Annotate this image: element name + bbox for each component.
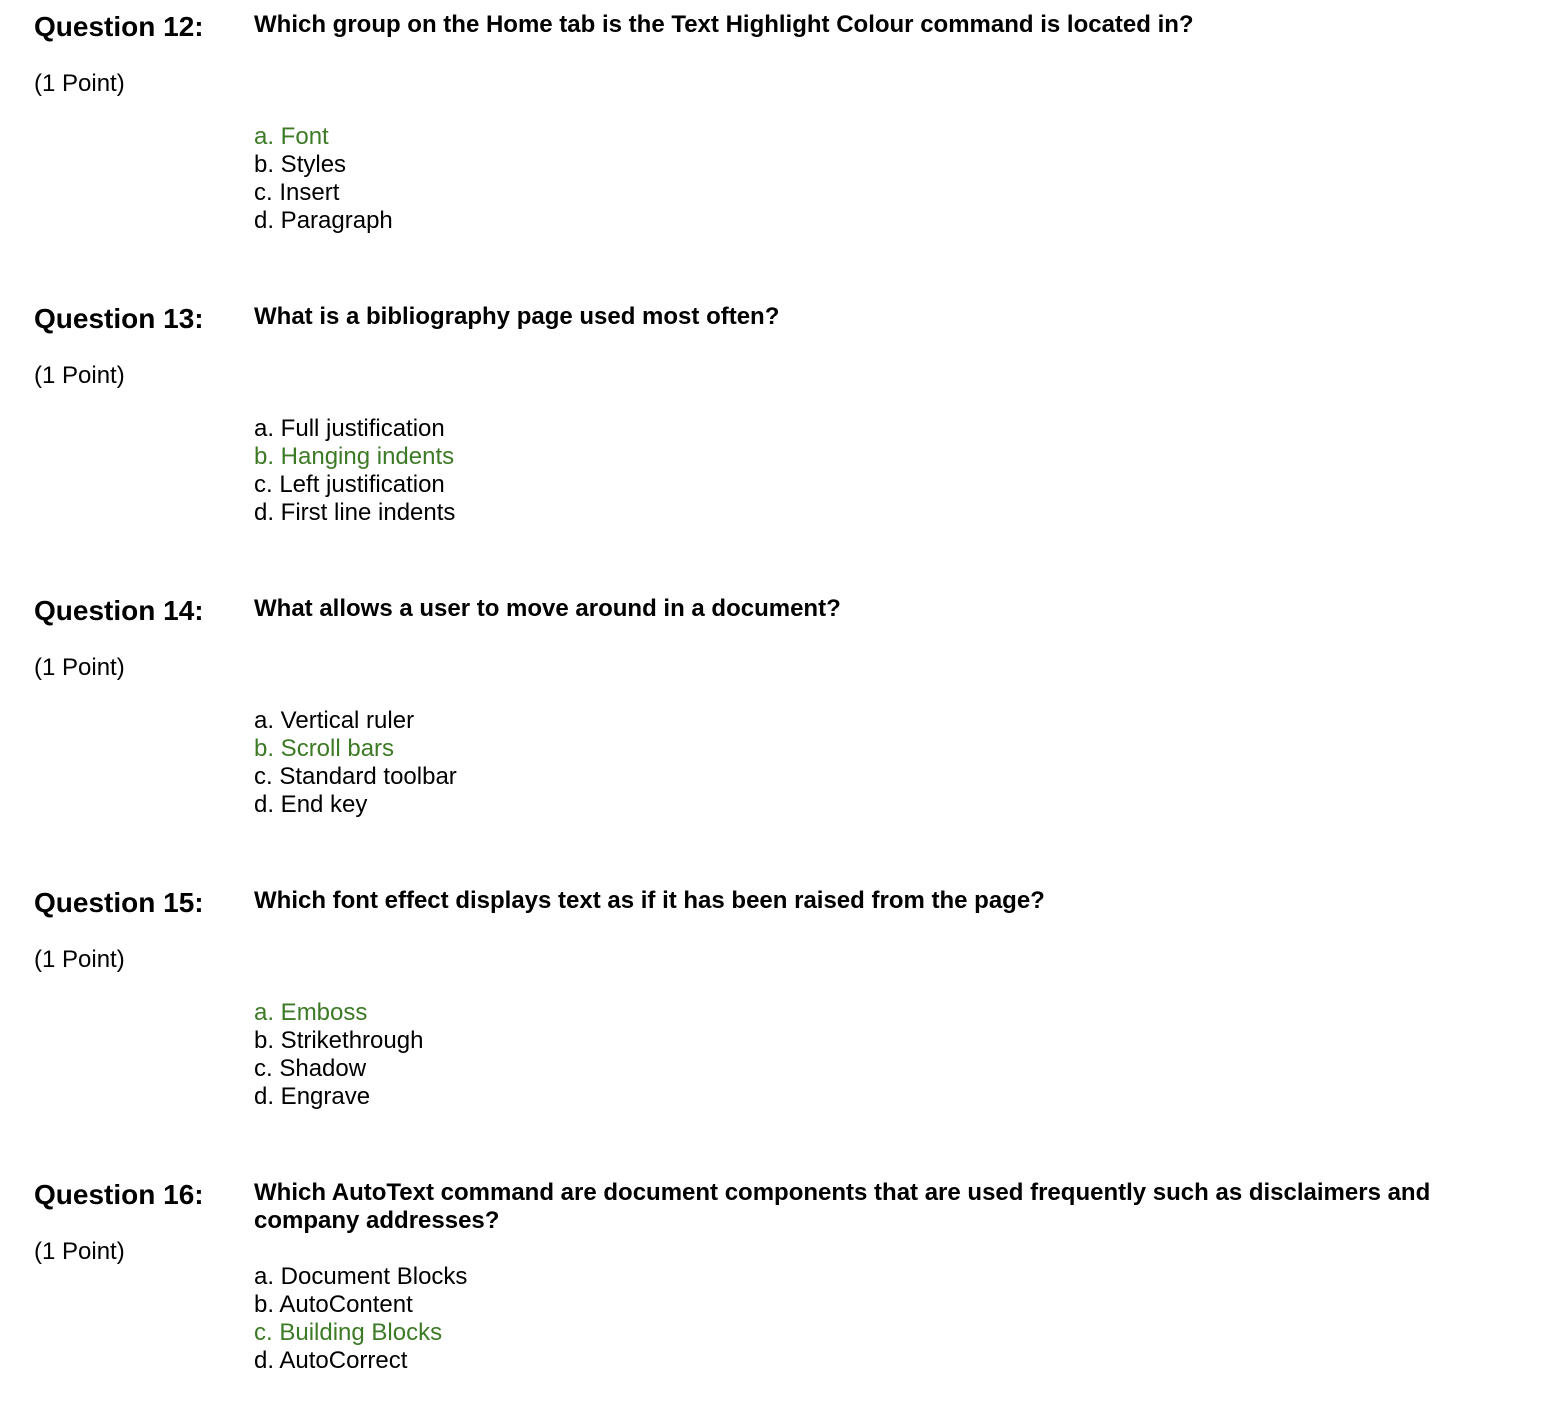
answer-option-d: d. Paragraph xyxy=(254,207,393,234)
question-number: Question 13: xyxy=(34,303,204,334)
question-block-14 xyxy=(0,584,1560,876)
question-points: (1 Point) xyxy=(34,362,125,389)
question-points: (1 Point) xyxy=(34,1238,125,1265)
question-points: (1 Point) xyxy=(34,654,125,681)
question-points: (1 Point) xyxy=(34,70,125,97)
answer-option-c: c. Standard toolbar xyxy=(254,763,457,790)
answer-option-c: c. Left justification xyxy=(254,471,445,498)
answer-list xyxy=(254,707,457,819)
answer-option-c: c. Insert xyxy=(254,179,340,206)
answer-list xyxy=(254,999,423,1111)
answer-option-a: a. Full justification xyxy=(254,415,445,442)
answer-list xyxy=(254,123,393,235)
answer-option-d: d. Engrave xyxy=(254,1083,371,1110)
answer-option-a: a. Document Blocks xyxy=(254,1263,468,1290)
answer-list xyxy=(254,415,455,527)
answer-list xyxy=(254,1263,467,1375)
question-block-15 xyxy=(0,876,1560,1168)
answer-option-c: c. Shadow xyxy=(254,1055,367,1082)
answer-option-b: b. Styles xyxy=(254,151,347,178)
question-number: Question 16: xyxy=(34,1179,204,1210)
answer-option-c: c. Building Blocks xyxy=(254,1319,443,1346)
question-block-12 xyxy=(0,0,1560,292)
question-number: Question 14: xyxy=(34,595,204,626)
question-text: What allows a user to move around in a document? xyxy=(254,595,841,622)
answer-option-d: d. First line indents xyxy=(254,499,456,526)
question-points: (1 Point) xyxy=(34,946,125,973)
question-text: What is a bibliography page used most often? xyxy=(254,303,780,330)
answer-option-d: d. AutoCorrect xyxy=(254,1347,408,1374)
question-text: Which group on the Home tab is the Text Highlight Colour command is located in? xyxy=(254,11,1194,38)
answer-option-b: b. Strikethrough xyxy=(254,1027,424,1054)
question-number: Question 15: xyxy=(34,887,204,918)
answer-option-a: a. Font xyxy=(254,123,329,150)
answer-option-d: d. End key xyxy=(254,791,368,818)
answer-option-a: a. Vertical ruler xyxy=(254,707,415,734)
answer-option-a: a. Emboss xyxy=(254,999,368,1026)
answer-option-b: b. AutoContent xyxy=(254,1291,413,1318)
question-block-16 xyxy=(0,1168,1560,1406)
question-block-13 xyxy=(0,292,1560,584)
question-text: Which AutoText command are document components that are used frequently such as disclaimers and company addresses? xyxy=(254,1179,1431,1234)
question-text: Which font effect displays text as if it has been raised from the page? xyxy=(254,887,1045,914)
answer-option-b: b. Hanging indents xyxy=(254,443,455,470)
answer-option-b: b. Scroll bars xyxy=(254,735,395,762)
question-number: Question 12: xyxy=(34,11,204,42)
